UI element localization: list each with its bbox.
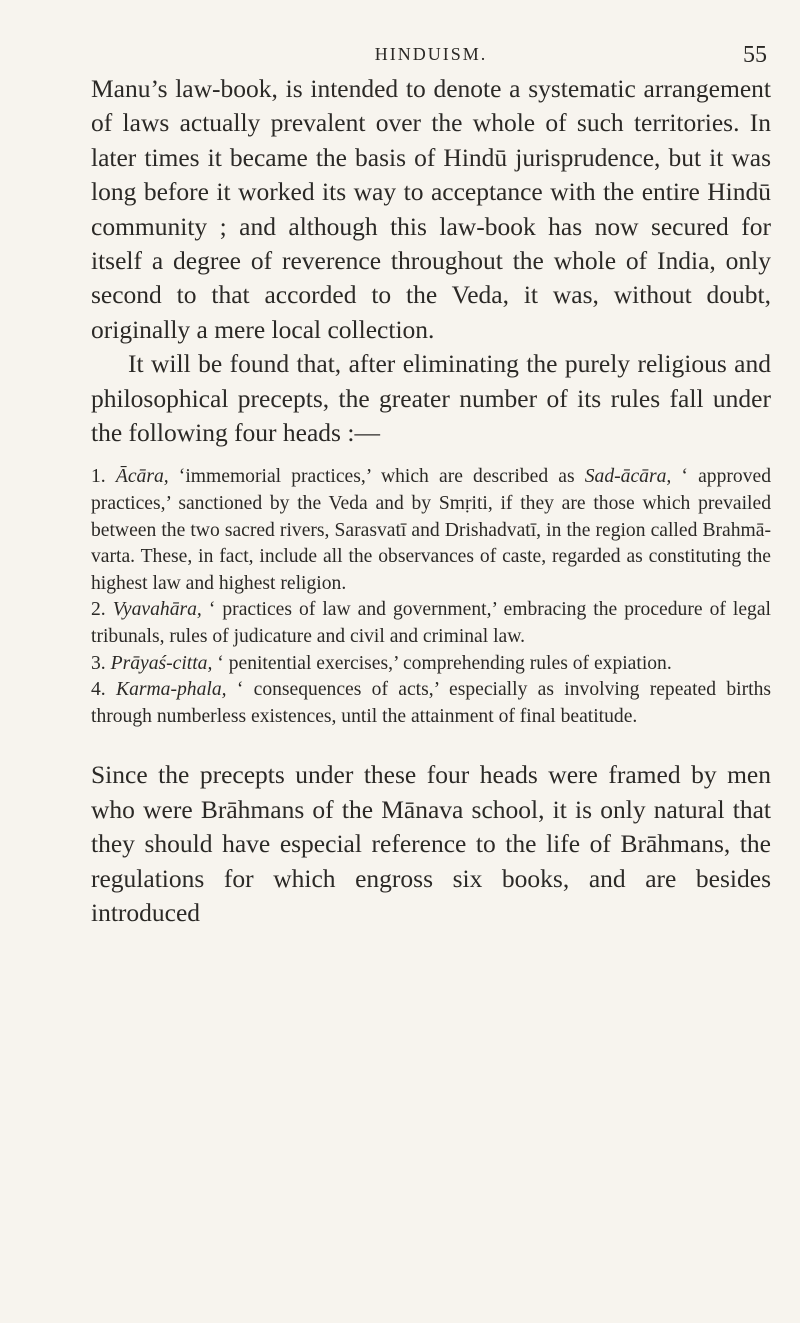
list-item [91, 597, 771, 650]
list-number: 2. [91, 599, 106, 621]
list-text: ‘ practices of law and government,’ embracing the procedure of legal tribunals, rules of judicature and civil and criminal law. [91, 599, 771, 648]
list-term: Prāyaś-citta, [110, 652, 213, 674]
list-item [91, 651, 771, 678]
list-number: 3. [91, 652, 106, 674]
list-text: ‘ penitential exercises,’ comprehending rules of expiation. [212, 652, 672, 674]
list-number: 4. [91, 679, 106, 701]
paragraph: It will be found that, after eliminating the purely religious and philosophical precepts, the greater number of its rules fall under the following four heads :— [91, 349, 771, 448]
list-term: Ācāra, [115, 466, 169, 488]
list-term: Karma-phala, [116, 679, 227, 701]
paragraph: Manu’s law-book, is intended to denote a systematic arrangement of laws actually prevalent over the whole of such territories. In later times it became the basis of Hindū jurisprudence, but it was long before it worked its way to acceptance with the entire Hindū community ; and although this law-book has now secured for itself a degree of reverence throughout the whole of India, only second to that accorded to the Veda, it was, without doubt, originally a mere local collection. [91, 74, 771, 344]
heads-list [91, 464, 771, 730]
list-item [91, 464, 771, 597]
list-text: ‘immemorial practices,’ which are described as [168, 466, 585, 488]
closing-text [91, 758, 771, 930]
list-term: Vyavahāra, [112, 599, 202, 621]
page-number: 55 [743, 42, 767, 68]
book-page [91, 0, 771, 930]
running-title: HINDUISM. [374, 44, 488, 64]
list-item [91, 677, 771, 730]
main-text [91, 72, 771, 450]
page-header [91, 0, 771, 72]
list-text: ‘ approved practices,’ sanctioned by the Veda and by Smṛiti, if they are those which prevailed between the two sacred rivers, Sarasvatī and Drishadvatī, in the region called Brahmā-varta. These, in fact, include all the observances of caste, regarded as constituting the highest law and highest religion. [91, 466, 771, 594]
list-term: Sad-ācāra, [584, 466, 672, 488]
paragraph: Since the precepts under these four heads were framed by men who were Brāhmans of the Mānava school, it is only natural that they should have especial reference to the life of Brāhmans, the regulations for which engross six books, and are besides introduced [91, 760, 771, 928]
list-number: 1. [91, 466, 106, 488]
list-text: ‘ consequences of acts,’ especially as involving repeated births through numberless existences, until the attainment of final beatitude. [91, 679, 771, 727]
